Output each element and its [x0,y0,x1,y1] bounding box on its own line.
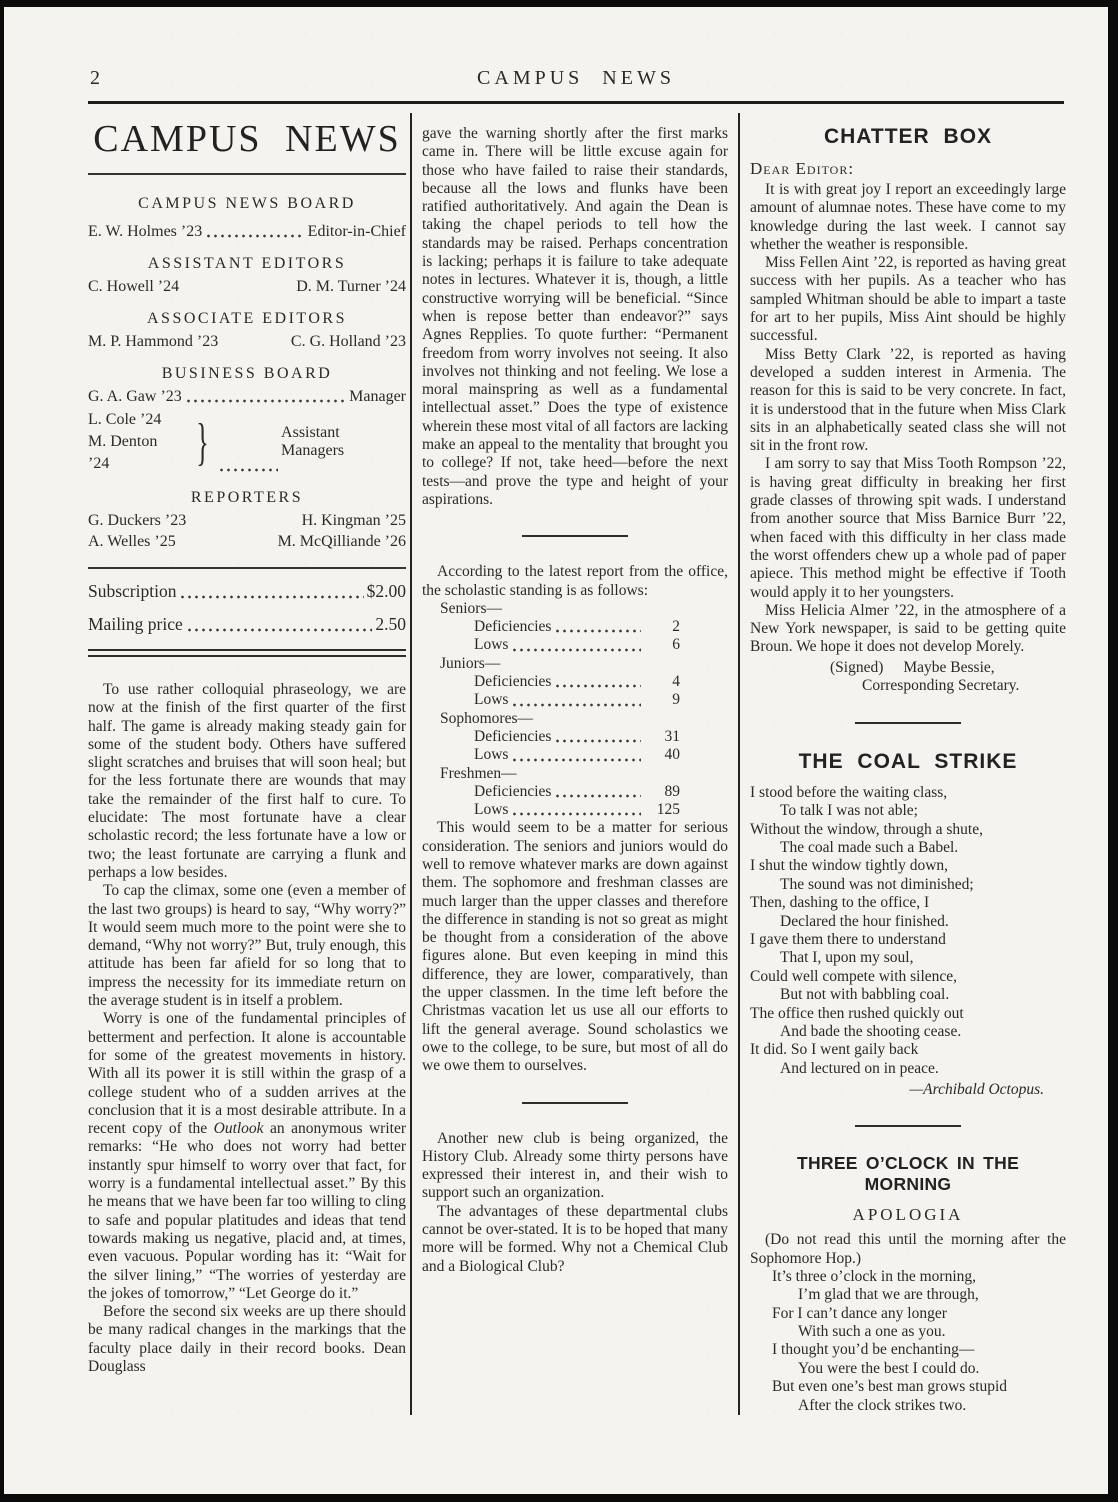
right-column [740,113,1066,1415]
coal-strike-heading: THE COAL STRIKE [798,749,1018,773]
associate-editor: M. P. Hammond ’23 [88,333,219,350]
masthead-title: CAMPUS NEWS [93,118,401,160]
poem-line: I shut the window tightly down, [750,857,949,875]
poem-line: With such a one as you. [798,1323,946,1341]
poem-line: For I can’t dance any longer [772,1304,947,1322]
standing-label: Lows [474,636,509,654]
poem-line: You were the best I could do. [798,1359,980,1377]
poem-line: To talk I was not able; [780,802,918,820]
signed-label: (Signed) [830,658,884,676]
section-divider [855,722,961,724]
standing-row [422,636,728,654]
poem-line: I stood before the waiting class, [750,783,948,801]
assistant-editors-heading: ASSISTANT EDITORS [147,255,347,272]
assistant-manager: L. Cole ’24 [88,411,162,428]
poem-line: I gave them there to understand [750,930,946,948]
standing-label: Deficiencies [474,727,552,745]
header-rule [88,101,1064,104]
poem-line: Could well compete with silence, [750,967,958,985]
poem-line: But even one’s best man grows stupid [772,1378,1008,1396]
standing-row [422,673,728,691]
associate-editors-heading: ASSOCIATE EDITORS [147,310,347,327]
signed-line [750,659,1066,678]
poem-line: I thought you’d be enchanting— [772,1341,975,1359]
standing-row [422,728,728,746]
middle-column [410,113,740,1415]
dot-leader [511,702,641,707]
poem-line: It did. So I went gaily back [750,1041,919,1059]
manager-row [88,388,406,406]
dot-leader [218,467,278,472]
scholastic-standings-list [422,600,728,820]
dot-leader [205,233,304,238]
editorial-paragraph: Before the second six weeks are up there should be many radical changes in the markings that the faculty place daily in their record books. Dean Douglass [88,1303,406,1375]
poem-line: I’m glad that we are through, [798,1286,979,1304]
coal-strike-poem [750,784,1066,1079]
mailing-price-value: 2.50 [375,614,406,634]
standing-row [422,618,728,636]
assistant-manager-names [88,409,182,475]
signed-name: Maybe Bessie, [903,658,995,676]
scholastic-report-intro: According to the latest report from the office, the scholastic standing is as follows: [422,563,728,599]
standing-value: 40 [664,746,680,764]
editorial-paragraph: To use rather colloquial phraseology, we are now at the finish of the first quarter of the first half. The game is already making steady gain for some of the student body. Others have suffered slight scratches and bruises that will soon heal; but for the less fortunate there are wounds that may take the remainder of the first half to cure. To elucidate: The most fortunate have a clear scholastic record; the less fortunate have a low or two; the least fortunate are carrying a flunk and perhaps a low besides. [88,681,406,881]
assistant-editor: D. M. Turner ’24 [296,278,406,295]
page-content [4,7,1064,1415]
reporters-row [88,512,406,530]
poem-line: The office then rushed quickly out [750,1004,964,1022]
business-board-heading: BUSINESS BOARD [161,365,333,382]
left-column [88,113,406,1415]
poem-line: And bade the shooting cease. [780,1023,962,1040]
scholastic-analysis: This would seem to be a matter for serious consideration. The seniors and juniors would do well to remove whatever marks are down against them. The sophomore and freshman classes are much larger than the upper classes and therefore the difference in standing is not so great as might be thought from a consideration of the above figures alone. But even keeping in mind this difference, they are lower, comparatively, than the upper classmen. In the time left before the Christmas vacation let us use all our efforts to lift the general average. Sound scholastics we owe to the college, to be sure, but most of all do we owe them to ourselves. [422,819,728,1075]
poem-line: That I, upon my soul, [780,949,914,967]
brace-glyph: } [196,413,209,471]
dot-leader [179,594,363,599]
reporter: A. Welles ’25 [88,533,176,550]
standing-value: 89 [664,782,680,800]
assistant-editors-row [88,278,406,296]
editorial-paragraph: Worry is one of the fundamental principles of betterment and perfection. It alone is accountable for some of the greatest movements in history. With all its power it is still within the grasp of a college student who of a sudden arrives at the conclusion that it is a most desirable attribute. In a recent copy of the Outlook an anonymous writer remarks: “He who does not worry had better instantly spur himself to worry over that fact, for worry is a fundamental intellectual asset.” By this he means that we have been far too willing to cling to safe and popular platitudes and ideas that tend towards making us negative, placid and, at times, even vacuous. Popular wording has it: “Wait for the silver lining,” “The worries of yesterday are the jokes of tomorrow,” “Let George do it.” [88,1010,407,1302]
manager-name: G. A. Gaw ’23 [88,388,182,405]
double-rule [88,649,406,657]
board-heading: CAMPUS NEWS BOARD [138,195,356,212]
standing-label: Lows [474,691,509,709]
poem-line: Declared the hour finished. [780,912,949,930]
editorial-article [88,681,406,1376]
page-header [88,65,1064,95]
standing-value: 31 [664,727,680,745]
manager-role: Manager [349,388,406,405]
dot-leader [511,757,641,762]
dot-leader [554,628,641,633]
standing-value: 4 [672,673,680,691]
poem-line: Then, dashing to the office, I [750,894,930,912]
standing-class-label: Sophomores— [440,709,533,727]
standing-class-label: Juniors— [440,654,501,672]
dot-leader [511,811,641,816]
standing-row [422,746,728,764]
standing-label: Deficiencies [474,782,552,800]
chatter-box-heading: CHATTER BOX [823,125,993,148]
standing-row [422,783,728,801]
three-oclock-poem [750,1268,1066,1415]
dot-leader [511,647,641,652]
poem-line: It’s three o’clock in the morning, [772,1267,977,1285]
reporters-row [88,533,406,551]
poem-attribution: —Archibald Octopus. [909,1081,1044,1099]
chatter-paragraph: It is with great joy I report an exceedingly large amount of alumnae notes. These have come to my knowledge during the last week. I cannot say whether the weather is responsible. [750,181,1066,253]
assistant-manager: M. Denton ’24 [88,433,158,472]
poem-line: And lectured on in peace. [780,1059,939,1077]
running-title: CAMPUS NEWS [477,67,675,89]
standing-label: Deficiencies [474,618,552,636]
standing-value: 2 [672,618,680,636]
reporter: G. Duckers ’23 [88,512,187,529]
dot-leader [554,793,641,798]
editorial-continuation: gave the warning shortly after the first marks came in. There will be little excuse again for those who have failed to raise their standards, because all the lows and flunks have been ratified authoritatively. And again the Dean is taking the chapel periods to tell how the standards may be raised. Perhaps concentration is lacking; perhaps it is failure to take adequate notes in lectures. Whatever it is, though, a little constructive worrying will be beneficial. “Since when is repose better than endeavor?” says Agnes Repplies. To quote further: “Permanent freedom from worry involves not seeing. It also involves not thinking and not feeling. We lose a moral mainspring as well as a fundamental intellectual asset.” Does the type of existence wherein these most vital of all factors are lacking make an appeal to the mentality that brought you to college? If not, take heed—before the next tests—and prove the type and height of your aspirations. [422,125,728,508]
salutation: Dear Editor: [750,159,855,178]
club-paragraph: Another new club is being organized, the History Club. Already some thirty persons have expressed their interest in, and their wish to support such an organization. [422,1129,728,1202]
club-paragraph: The advantages of these departmental clubs cannot be over-stated. It is to be hoped that many more will be formed. Why not a Chemical Club and a Biological Club? [422,1202,728,1275]
history-club-article [422,1130,728,1276]
standing-label: Deficiencies [474,673,552,691]
standing-row [422,691,728,709]
subscription-label: Subscription [88,581,177,601]
signed-title: Corresponding Secretary. [862,677,1020,695]
subscription-row [88,581,406,602]
poem-line: After the clock strikes two. [798,1396,967,1414]
standing-class-label: Freshmen— [440,764,517,782]
three-oclock-heading: THREE O’CLOCK IN THE MORNING [796,1153,1020,1195]
section-divider [855,1125,961,1127]
mailing-price-label: Mailing price [88,614,183,634]
dot-leader [185,398,346,403]
apologia-subheading: APOLOGIA [852,1205,964,1225]
mailing-price-row [88,614,406,635]
poem-line: Without the window, through a shute, [750,820,983,838]
assistant-editor: C. Howell ’24 [88,278,180,295]
standing-value: 9 [672,691,680,709]
editor-name: E. W. Holmes ’23 [88,223,203,240]
chatter-paragraph: Miss Betty Clark ’22, is reported as having developed a sudden interest in Armenia. The reason for this is said to be very concrete. In fact, it is understood that in the future when Miss Clark sits in an alphabetically seated class she will not sit in the front row. [750,345,1066,455]
chatter-box-body [750,181,1066,657]
standing-value: 6 [672,636,680,654]
masthead-rule [88,173,406,175]
reporters-heading: REPORTERS [190,489,304,506]
columns [88,113,1064,1415]
chatter-paragraph: Miss Fellen Aint ’22, is reported as having great success with her pupils. As a teacher who has sampled Whitman should be able to impart a taste for art to her pupils, Miss Aint should be highly successful. [750,254,1066,345]
assistant-managers-role: Assistant Managers [281,424,345,459]
chatter-paragraph: Miss Helicia Almer ’22, in the atmosphere of a New York newspaper, is said to be getting quite Broun. We hope it does not develop Morely. [750,601,1066,656]
poem-line: The coal made such a Babel. [780,838,959,856]
section-divider [522,535,628,537]
poem-line: But not with babbling coal. [780,986,950,1004]
dot-leader [554,738,641,743]
reporter: M. McQilliande ’26 [277,533,406,550]
newspaper-page [4,7,1108,1494]
standing-class-label: Seniors— [440,599,502,617]
editor-row [88,223,406,241]
poem-line: The sound was not diminished; [780,875,974,893]
editorial-paragraph: To cap the climax, some one (even a member of the last two groups) is heard to say, “Why worry?” It would seem much more to the point were she to demand, “Why not worry?” But, truly enough, this attitude has been far afield for so long that to impress the necessity for its immediate return on the average student is in itself a problem. [88,882,406,1010]
standing-label: Lows [474,801,509,819]
apologia-note: (Do not read this until the morning after the Sophomore Hop.) [750,1231,1066,1267]
standing-value: 125 [656,801,680,819]
assistant-managers-row [88,409,406,475]
chatter-paragraph: I am sorry to say that Miss Tooth Rompson ’22, is having great difficulty in breaking her first grade classes of throwing spit wads. I understand from another source that Miss Barnice Burr ’22, when faced with this difficulty in her class made the worst offenders chew up a whole pad of paper apiece. This method might be effective if Tooth would apply it to her youngsters. [750,455,1066,601]
subscription-rule [88,567,406,569]
dot-leader [554,683,641,688]
standing-label: Lows [474,746,509,764]
associate-editor: C. G. Holland ’23 [290,333,406,350]
reporter: H. Kingman ’25 [301,512,406,529]
dot-leader [186,627,373,632]
section-divider [522,1102,628,1104]
editor-role: Editor-in-Chief [307,223,406,240]
associate-editors-row [88,333,406,351]
subscription-value: $2.00 [366,581,406,601]
page-number: 2 [90,67,100,89]
standing-row [422,801,728,819]
